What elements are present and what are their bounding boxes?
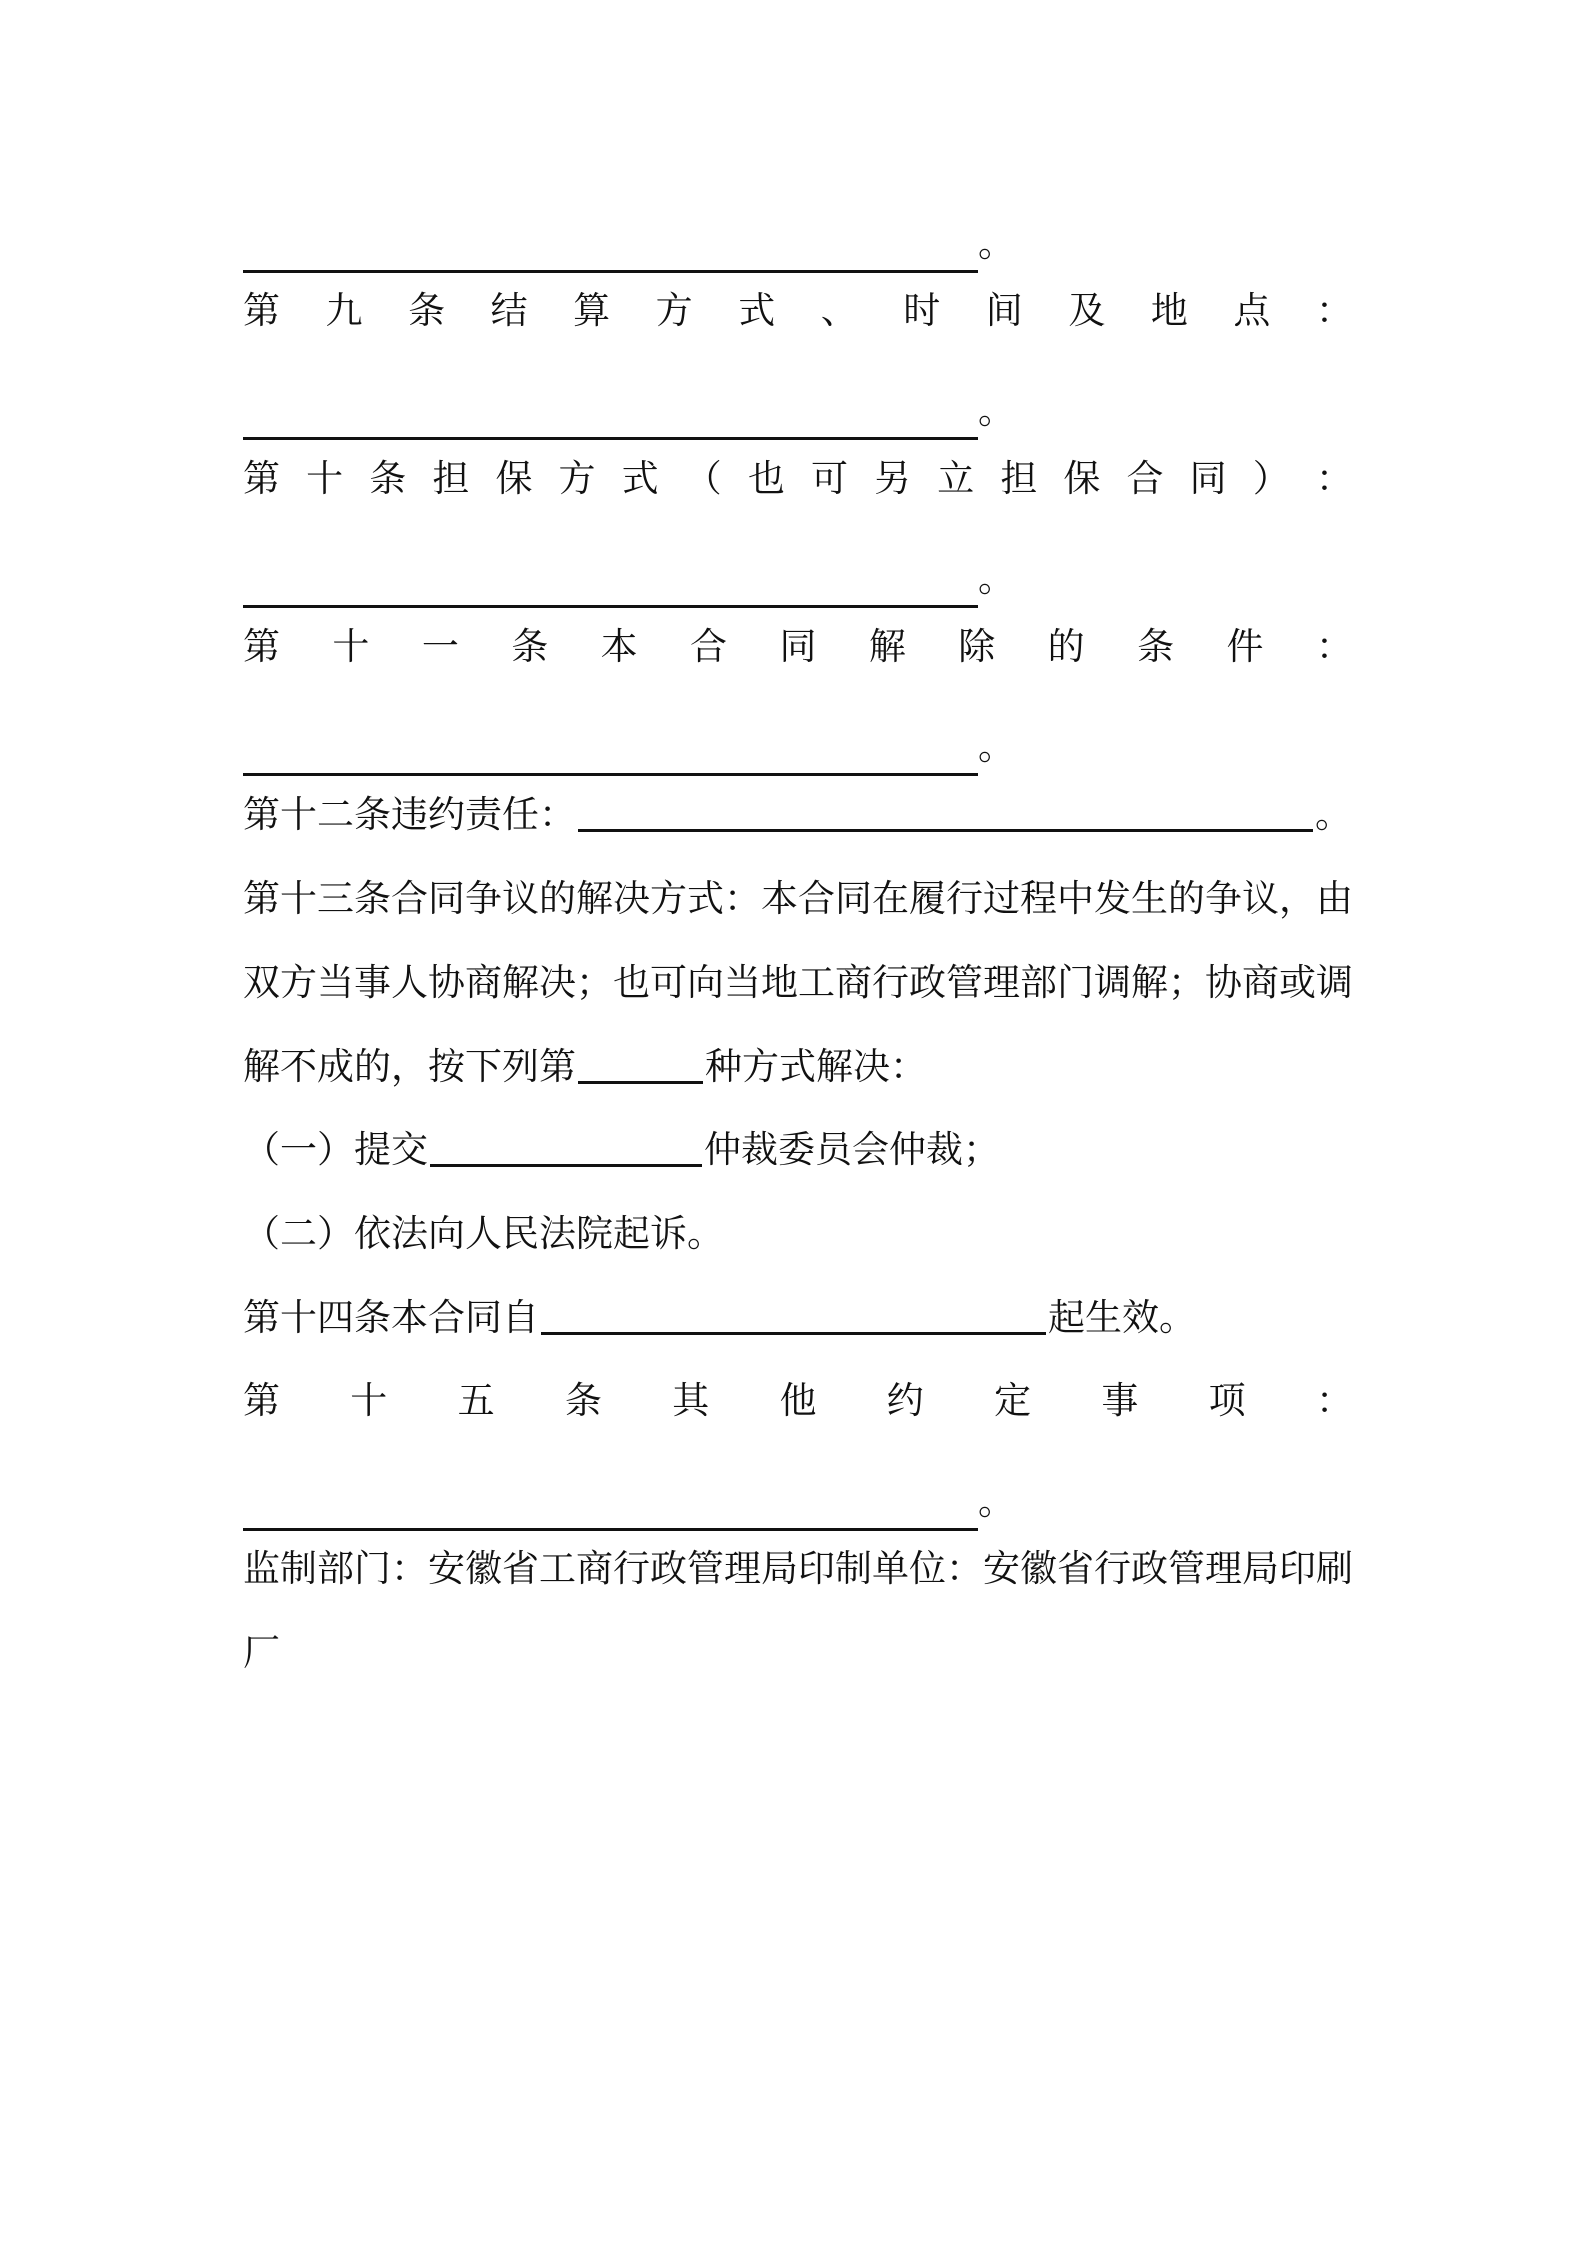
- blank-rule: [578, 1081, 703, 1084]
- heading-char: 定: [994, 1379, 1032, 1422]
- article-15-heading: [243, 1372, 1353, 1430]
- blank-rule: [243, 397, 978, 440]
- blank-rule: [243, 733, 978, 776]
- heading-char: 算: [573, 289, 611, 332]
- article-12: [243, 786, 1353, 844]
- heading-char: 第: [243, 625, 280, 668]
- option-2: （二）依法向人民法院起诉。: [243, 1212, 724, 1255]
- article-9-heading: [243, 282, 1353, 340]
- heading-char: 约: [886, 1379, 924, 1422]
- blank-rule: [541, 1332, 1046, 1335]
- heading-char: 本: [600, 625, 638, 668]
- article-10-heading: [243, 450, 1353, 508]
- heading-char: ：: [1315, 625, 1353, 668]
- heading-char: 件: [1226, 625, 1264, 668]
- heading-char: 可: [810, 457, 848, 500]
- blank-rule: [430, 1164, 702, 1167]
- heading-char: 合: [690, 625, 728, 668]
- footer-line-2: 厂: [243, 1631, 280, 1674]
- heading-char: 条: [511, 625, 549, 668]
- period: 。: [978, 1480, 1015, 1523]
- blank-rule: [243, 565, 978, 608]
- blank-fill-line-art15: [243, 1473, 1353, 1531]
- heading-char: 点: [1233, 289, 1271, 332]
- option-1-text: （一）提交: [243, 1128, 428, 1171]
- period: 。: [978, 389, 1015, 432]
- heading-char: 式: [738, 289, 776, 332]
- heading-char: 他: [779, 1379, 817, 1422]
- heading-char: 条: [408, 289, 446, 332]
- heading-char: 地: [1150, 289, 1188, 332]
- period: 。: [978, 557, 1015, 600]
- heading-char: 条: [1137, 625, 1175, 668]
- article-14-tail: 起生效。: [1048, 1296, 1196, 1339]
- blank-fill-line-art10: [243, 550, 1353, 608]
- heading-char: ）: [1252, 457, 1290, 500]
- heading-char: 第: [243, 457, 280, 500]
- heading-char: 第: [243, 289, 280, 332]
- footer-line-1: 监制部门：安徽省工商行政管理局印制单位：安徽省行政管理局印刷: [243, 1547, 1353, 1590]
- heading-char: 事: [1101, 1379, 1139, 1422]
- heading-char: 担: [1000, 457, 1038, 500]
- blank-rule: [243, 230, 978, 273]
- heading-char: 担: [432, 457, 470, 500]
- period: 。: [978, 725, 1015, 768]
- article-13-line-2: 双方当事人协商解决；也可向当地工商行政管理部门调解；协商或调: [243, 961, 1353, 1004]
- heading-char: 其: [672, 1379, 710, 1422]
- heading-char: 的: [1047, 625, 1085, 668]
- blank-rule: [243, 1488, 978, 1531]
- article-13-line-3-tail: 种方式解决：: [705, 1045, 927, 1088]
- option-1: [243, 1121, 1353, 1179]
- heading-char: 同: [779, 625, 817, 668]
- option-1-tail: 仲裁委员会仲裁；: [704, 1128, 1000, 1171]
- heading-char: 十: [306, 457, 344, 500]
- heading-char: （: [684, 457, 722, 500]
- heading-char: 项: [1208, 1379, 1246, 1422]
- heading-char: 十: [332, 625, 370, 668]
- heading-char: 间: [985, 289, 1023, 332]
- heading-char: 一: [421, 625, 459, 668]
- article-14: [243, 1289, 1353, 1347]
- heading-char: ：: [1315, 457, 1353, 500]
- blank-rule: [578, 829, 1313, 832]
- heading-char: 另: [874, 457, 912, 500]
- heading-char: 、: [820, 289, 858, 332]
- article-14-text: 第十四条本合同自: [243, 1296, 539, 1339]
- heading-char: 及: [1068, 289, 1106, 332]
- heading-char: 保: [495, 457, 533, 500]
- article-12-label: 第十二条违约责任：: [243, 793, 576, 836]
- period: 。: [1315, 793, 1352, 836]
- heading-char: 五: [457, 1379, 495, 1422]
- heading-char: 保: [1063, 457, 1101, 500]
- heading-char: 方: [655, 289, 693, 332]
- heading-char: 式: [621, 457, 659, 500]
- heading-char: 也: [747, 457, 785, 500]
- heading-char: 条: [369, 457, 407, 500]
- heading-char: 除: [958, 625, 996, 668]
- heading-char: 同: [1189, 457, 1227, 500]
- heading-char: 时: [903, 289, 941, 332]
- heading-char: 合: [1126, 457, 1164, 500]
- heading-char: 解: [868, 625, 906, 668]
- article-13-line-3: [243, 1038, 1353, 1096]
- heading-char: 结: [490, 289, 528, 332]
- article-11-heading: [243, 618, 1353, 676]
- period: 。: [978, 222, 1015, 265]
- article-13-line-3-text: 解不成的，按下列第: [243, 1045, 576, 1088]
- heading-char: 第: [243, 1379, 280, 1422]
- blank-fill-line-art11: [243, 718, 1353, 776]
- heading-char: 十: [350, 1379, 388, 1422]
- heading-char: ：: [1315, 289, 1353, 332]
- heading-char: ：: [1315, 1379, 1353, 1422]
- heading-char: 条: [564, 1379, 602, 1422]
- heading-char: 立: [937, 457, 975, 500]
- heading-char: 九: [325, 289, 363, 332]
- blank-fill-line-art8: [243, 215, 1353, 273]
- heading-char: 方: [558, 457, 596, 500]
- article-13-line-1: 第十三条合同争议的解决方式：本合同在履行过程中发生的争议，由: [243, 877, 1353, 920]
- blank-fill-line-art9: [243, 382, 1353, 440]
